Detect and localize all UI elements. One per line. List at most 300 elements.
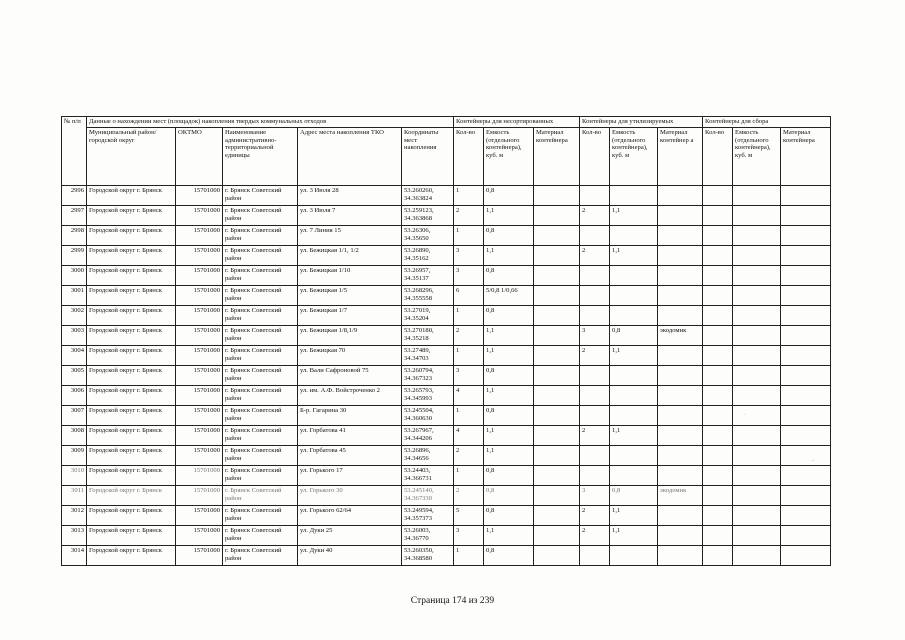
cell-recycle-capacity — [610, 386, 658, 406]
cell-recycle-material — [658, 346, 703, 366]
cell-recycle-material — [658, 186, 703, 206]
cell-coords: 53.265793, 34.345993 — [402, 386, 454, 406]
cell-address: ул. Дуки 25 — [298, 526, 402, 546]
cell-oktmo: 15701000 — [176, 226, 223, 246]
cell-recycle-capacity — [610, 286, 658, 306]
cell-admin-unit: г. Брянск Советский район — [223, 366, 298, 386]
cell-admin-unit: г. Брянск Советский район — [223, 346, 298, 366]
cell-recycle-capacity — [610, 266, 658, 286]
header-unsorted-material: Материал контейнера — [534, 128, 580, 186]
cell-coords: 53.26306, 34.35650 — [402, 226, 454, 246]
header-location-group: Данные о нахождении мест (площадок) накопления твердых коммунальных отходов — [87, 117, 454, 128]
cell-collect-material — [781, 446, 831, 466]
cell-recycle-capacity — [610, 466, 658, 486]
cell-recycle-material: экодомик — [658, 486, 703, 506]
cell-coords: 53.260350, 34.368580 — [402, 546, 454, 566]
cell-recycle-count: 2 — [580, 246, 610, 266]
table-body — [62, 186, 831, 566]
cell-municipality: Городской округ г. Брянск — [87, 446, 176, 466]
cell-num: 3000 — [62, 266, 87, 286]
cell-municipality: Городской округ г. Брянск — [87, 486, 176, 506]
cell-collect-count — [703, 426, 733, 446]
cell-oktmo: 15701000 — [176, 446, 223, 466]
cell-collect-material — [781, 426, 831, 446]
header-collect-material: Материал контейнера — [781, 128, 831, 186]
header-recycle-capacity: Емкость (отдельного контейнера), куб. м — [610, 128, 658, 186]
table-row — [62, 386, 831, 406]
cell-address: ул. 3 Июля 7 — [298, 206, 402, 226]
cell-collect-count — [703, 406, 733, 426]
cell-collect-capacity — [733, 506, 781, 526]
cell-unsorted-count: 2 — [454, 326, 484, 346]
cell-recycle-count: 3 — [580, 326, 610, 346]
cell-municipality: Городской округ г. Брянск — [87, 246, 176, 266]
cell-collect-material — [781, 486, 831, 506]
cell-collect-material — [781, 506, 831, 526]
cell-address: ул. Горького 30 — [298, 486, 402, 506]
cell-address: ул. Бежицкая 1/10 — [298, 266, 402, 286]
cell-unsorted-count: 1 — [454, 346, 484, 366]
cell-num: 3001 — [62, 286, 87, 306]
header-coords: Координаты мест накопления — [402, 128, 454, 186]
cell-recycle-capacity — [610, 226, 658, 246]
header-address: Адрес места накопления ТКО — [298, 128, 402, 186]
cell-recycle-capacity: 1,1 — [610, 506, 658, 526]
cell-unsorted-material — [534, 346, 580, 366]
cell-recycle-count — [580, 446, 610, 466]
cell-unsorted-capacity: 0,8 — [484, 486, 534, 506]
cell-unsorted-capacity: 1,1 — [484, 526, 534, 546]
cell-unsorted-material — [534, 286, 580, 306]
cell-oktmo: 15701000 — [176, 526, 223, 546]
cell-recycle-material — [658, 206, 703, 226]
table-row — [62, 186, 831, 206]
waste-sites-table — [61, 116, 831, 566]
cell-collect-material — [781, 266, 831, 286]
cell-municipality: Городской округ г. Брянск — [87, 326, 176, 346]
cell-num: 3013 — [62, 526, 87, 546]
cell-recycle-capacity: 0,8 — [610, 326, 658, 346]
cell-coords: 53.245504, 34.360630 — [402, 406, 454, 426]
cell-unsorted-capacity: 0,8 — [484, 266, 534, 286]
cell-oktmo: 15701000 — [176, 466, 223, 486]
cell-address: ул. им. А.Ф. Войстроченко 2 — [298, 386, 402, 406]
header-column-row — [62, 128, 831, 186]
cell-address: ул. 7 Линия 15 — [298, 226, 402, 246]
header-num: № п/п — [62, 117, 87, 186]
cell-coords: 53.27019, 34.35204 — [402, 306, 454, 326]
cell-unsorted-material — [534, 466, 580, 486]
cell-unsorted-material — [534, 446, 580, 466]
cell-municipality: Городской округ г. Брянск — [87, 286, 176, 306]
cell-collect-capacity — [733, 426, 781, 446]
cell-collect-material — [781, 546, 831, 566]
cell-coords: 53.26896, 34.34656 — [402, 446, 454, 466]
cell-collect-material — [781, 366, 831, 386]
cell-oktmo: 15701000 — [176, 386, 223, 406]
cell-num: 3009 — [62, 446, 87, 466]
cell-recycle-count — [580, 546, 610, 566]
cell-oktmo: 15701000 — [176, 246, 223, 266]
cell-unsorted-count: 1 — [454, 186, 484, 206]
cell-num: 3011 — [62, 486, 87, 506]
cell-admin-unit: г. Брянск Советский район — [223, 406, 298, 426]
cell-unsorted-capacity: 1,1 — [484, 246, 534, 266]
cell-unsorted-capacity: 0,8 — [484, 466, 534, 486]
cell-recycle-material — [658, 446, 703, 466]
cell-num: 2997 — [62, 206, 87, 226]
cell-address: ул. Горького 62/64 — [298, 506, 402, 526]
table-row — [62, 346, 831, 366]
cell-oktmo: 15701000 — [176, 326, 223, 346]
cell-recycle-material — [658, 226, 703, 246]
cell-unsorted-capacity: 0,8 — [484, 226, 534, 246]
cell-coords: 53.267967, 34.344206 — [402, 426, 454, 446]
cell-unsorted-count: 1 — [454, 306, 484, 326]
cell-collect-count — [703, 306, 733, 326]
cell-unsorted-count: 3 — [454, 246, 484, 266]
cell-unsorted-capacity: 1,1 — [484, 386, 534, 406]
header-recycle-group: Контейнеры для утилизируемых — [580, 117, 703, 128]
cell-unsorted-material — [534, 266, 580, 286]
cell-recycle-count: 2 — [580, 346, 610, 366]
cell-unsorted-capacity: 0,8 — [484, 306, 534, 326]
cell-unsorted-count: 4 — [454, 426, 484, 446]
cell-admin-unit: г. Брянск Советский район — [223, 466, 298, 486]
cell-admin-unit: г. Брянск Советский район — [223, 226, 298, 246]
cell-collect-count — [703, 346, 733, 366]
header-municipality: Муниципальный район/городской округ — [87, 128, 176, 186]
cell-address: ул. Бежицкая 1/7 — [298, 306, 402, 326]
cell-num: 3008 — [62, 426, 87, 446]
cell-num: 3012 — [62, 506, 87, 526]
cell-recycle-count — [580, 466, 610, 486]
cell-collect-count — [703, 506, 733, 526]
cell-coords: 53.24403, 34.366731 — [402, 466, 454, 486]
cell-municipality: Городской округ г. Брянск — [87, 386, 176, 406]
cell-num: 3003 — [62, 326, 87, 346]
cell-collect-capacity — [733, 186, 781, 206]
cell-collect-count — [703, 246, 733, 266]
scan-speck: · — [744, 412, 746, 418]
table-row — [62, 426, 831, 446]
header-recycle-count: Кол-во — [580, 128, 610, 186]
header-recycle-material: Материал контейнер а — [658, 128, 703, 186]
cell-collect-count — [703, 186, 733, 206]
table-row — [62, 546, 831, 566]
cell-collect-capacity — [733, 206, 781, 226]
cell-collect-material — [781, 406, 831, 426]
cell-unsorted-material — [534, 226, 580, 246]
cell-admin-unit: г. Брянск Советский район — [223, 286, 298, 306]
cell-admin-unit: г. Брянск Советский район — [223, 266, 298, 286]
cell-oktmo: 15701000 — [176, 286, 223, 306]
cell-admin-unit: г. Брянск Советский район — [223, 486, 298, 506]
cell-recycle-capacity: 1,1 — [610, 246, 658, 266]
cell-coords: 53.245140, 34.367330 — [402, 486, 454, 506]
cell-unsorted-count: 2 — [454, 206, 484, 226]
table-row — [62, 266, 831, 286]
cell-recycle-count: 2 — [580, 206, 610, 226]
cell-collect-count — [703, 206, 733, 226]
cell-num: 2999 — [62, 246, 87, 266]
cell-municipality: Городской округ г. Брянск — [87, 266, 176, 286]
cell-unsorted-capacity: 0,8 — [484, 546, 534, 566]
cell-recycle-material — [658, 366, 703, 386]
cell-recycle-capacity: 0,8 — [610, 486, 658, 506]
cell-recycle-capacity: 1,1 — [610, 526, 658, 546]
cell-oktmo: 15701000 — [176, 266, 223, 286]
cell-num: 3005 — [62, 366, 87, 386]
cell-address: Б-р. Гагарина 30 — [298, 406, 402, 426]
cell-recycle-capacity — [610, 306, 658, 326]
table-row — [62, 526, 831, 546]
table-row — [62, 206, 831, 226]
cell-num: 3007 — [62, 406, 87, 426]
cell-collect-capacity — [733, 326, 781, 346]
cell-municipality: Городской округ г. Брянск — [87, 206, 176, 226]
cell-coords: 53.260794, 34.367323 — [402, 366, 454, 386]
cell-recycle-count: 3 — [580, 486, 610, 506]
cell-collect-material — [781, 526, 831, 546]
cell-recycle-count — [580, 286, 610, 306]
cell-oktmo: 15701000 — [176, 206, 223, 226]
table-row — [62, 406, 831, 426]
cell-unsorted-count: 3 — [454, 266, 484, 286]
header-admin-unit: Наименование административно-территориальной единицы — [223, 128, 298, 186]
cell-recycle-count: 2 — [580, 426, 610, 446]
cell-unsorted-capacity: 0,8 — [484, 506, 534, 526]
cell-municipality: Городской округ г. Брянск — [87, 406, 176, 426]
cell-recycle-count — [580, 266, 610, 286]
cell-unsorted-material — [534, 206, 580, 226]
cell-unsorted-capacity: 1,1 — [484, 346, 534, 366]
table-row — [62, 306, 831, 326]
cell-recycle-material — [658, 406, 703, 426]
cell-address: ул. Бежицкая 70 — [298, 346, 402, 366]
cell-admin-unit: г. Брянск Советский район — [223, 206, 298, 226]
cell-municipality: Городской округ г. Брянск — [87, 546, 176, 566]
cell-address: ул. 3 Июля 28 — [298, 186, 402, 206]
cell-recycle-material — [658, 426, 703, 446]
cell-address: ул. Дуки 40 — [298, 546, 402, 566]
cell-admin-unit: г. Брянск Советский район — [223, 246, 298, 266]
cell-collect-count — [703, 326, 733, 346]
cell-collect-count — [703, 226, 733, 246]
cell-collect-count — [703, 526, 733, 546]
cell-coords: 53.270180, 34.35218 — [402, 326, 454, 346]
cell-collect-capacity — [733, 406, 781, 426]
cell-municipality: Городской округ г. Брянск — [87, 346, 176, 366]
cell-recycle-count — [580, 186, 610, 206]
cell-admin-unit: г. Брянск Советский район — [223, 186, 298, 206]
cell-unsorted-material — [534, 246, 580, 266]
cell-municipality: Городской округ г. Брянск — [87, 306, 176, 326]
cell-admin-unit: г. Брянск Советский район — [223, 386, 298, 406]
cell-collect-material — [781, 306, 831, 326]
cell-municipality: Городской округ г. Брянск — [87, 426, 176, 446]
page-number: Страница 174 из 239 — [410, 596, 495, 606]
cell-unsorted-count: 4 — [454, 386, 484, 406]
cell-oktmo: 15701000 — [176, 306, 223, 326]
table-row — [62, 506, 831, 526]
cell-num: 3004 — [62, 346, 87, 366]
cell-admin-unit: г. Брянск Советский район — [223, 526, 298, 546]
cell-collect-count — [703, 546, 733, 566]
cell-collect-count — [703, 446, 733, 466]
cell-admin-unit: г. Брянск Советский район — [223, 546, 298, 566]
cell-collect-capacity — [733, 386, 781, 406]
cell-unsorted-material — [534, 186, 580, 206]
cell-collect-capacity — [733, 346, 781, 366]
cell-oktmo: 15701000 — [176, 506, 223, 526]
cell-municipality: Городской округ г. Брянск — [87, 226, 176, 246]
cell-recycle-count — [580, 306, 610, 326]
cell-recycle-material — [658, 286, 703, 306]
cell-oktmo: 15701000 — [176, 546, 223, 566]
cell-recycle-count — [580, 386, 610, 406]
cell-recycle-count: 2 — [580, 526, 610, 546]
table-row — [62, 326, 831, 346]
cell-collect-capacity — [733, 466, 781, 486]
cell-collect-count — [703, 386, 733, 406]
table-row — [62, 466, 831, 486]
cell-coords: 53.26890, 34.35162 — [402, 246, 454, 266]
cell-unsorted-capacity: 0,8 — [484, 406, 534, 426]
cell-collect-material — [781, 226, 831, 246]
cell-collect-capacity — [733, 446, 781, 466]
cell-collect-material — [781, 326, 831, 346]
cell-unsorted-count: 1 — [454, 546, 484, 566]
header-unsorted-group: Контейнеры для несортированных — [454, 117, 580, 128]
cell-collect-material — [781, 386, 831, 406]
cell-num: 3014 — [62, 546, 87, 566]
cell-unsorted-capacity: 1,1 — [484, 326, 534, 346]
cell-municipality: Городской округ г. Брянск — [87, 506, 176, 526]
cell-address: ул. Бежицкая 1/5 — [298, 286, 402, 306]
cell-unsorted-count: 6 — [454, 286, 484, 306]
cell-collect-capacity — [733, 546, 781, 566]
cell-collect-count — [703, 466, 733, 486]
cell-recycle-material — [658, 386, 703, 406]
cell-unsorted-count: 3 — [454, 366, 484, 386]
header-collect-group: Контейнеры для сбора — [703, 117, 831, 128]
table-row — [62, 486, 831, 506]
cell-unsorted-count: 1 — [454, 226, 484, 246]
cell-address: ул. Горького 17 — [298, 466, 402, 486]
cell-num: 2998 — [62, 226, 87, 246]
cell-unsorted-count: 3 — [454, 526, 484, 546]
cell-collect-count — [703, 286, 733, 306]
cell-unsorted-count: 1 — [454, 406, 484, 426]
cell-unsorted-count: 1 — [454, 466, 484, 486]
cell-collect-capacity — [733, 266, 781, 286]
cell-collect-capacity — [733, 486, 781, 506]
cell-municipality: Городской округ г. Брянск — [87, 466, 176, 486]
cell-address: ул. Бежицкая 1/1, 1/2 — [298, 246, 402, 266]
cell-recycle-count — [580, 366, 610, 386]
cell-recycle-capacity: 1,1 — [610, 346, 658, 366]
cell-recycle-material — [658, 466, 703, 486]
cell-num: 3006 — [62, 386, 87, 406]
cell-recycle-capacity — [610, 546, 658, 566]
table-row — [62, 286, 831, 306]
cell-oktmo: 15701000 — [176, 486, 223, 506]
header-unsorted-count: Кол-во — [454, 128, 484, 186]
table-row — [62, 226, 831, 246]
cell-unsorted-material — [534, 506, 580, 526]
cell-coords: 53.26003, 34.36770 — [402, 526, 454, 546]
cell-admin-unit: г. Брянск Советский район — [223, 426, 298, 446]
cell-oktmo: 15701000 — [176, 366, 223, 386]
cell-recycle-capacity — [610, 446, 658, 466]
cell-admin-unit: г. Брянск Советский район — [223, 326, 298, 346]
cell-unsorted-capacity: 0,8 — [484, 366, 534, 386]
header-oktmo: ОКТМО — [176, 128, 223, 186]
cell-recycle-material — [658, 546, 703, 566]
cell-oktmo: 15701000 — [176, 406, 223, 426]
cell-address: ул. Вали Сафроновой 75 — [298, 366, 402, 386]
cell-collect-count — [703, 266, 733, 286]
scan-speck: ‑ — [812, 458, 814, 464]
cell-num: 3010 — [62, 466, 87, 486]
cell-collect-capacity — [733, 526, 781, 546]
cell-unsorted-material — [534, 326, 580, 346]
cell-municipality: Городской округ г. Брянск — [87, 366, 176, 386]
cell-collect-capacity — [733, 286, 781, 306]
cell-coords: 53.27489, 34.34703 — [402, 346, 454, 366]
cell-num: 2996 — [62, 186, 87, 206]
table-row — [62, 246, 831, 266]
table-row — [62, 446, 831, 466]
cell-recycle-capacity — [610, 366, 658, 386]
cell-unsorted-material — [534, 526, 580, 546]
cell-collect-capacity — [733, 306, 781, 326]
cell-coords: 53.260260, 34.363824 — [402, 186, 454, 206]
cell-address: ул. Горбатова 41 — [298, 426, 402, 446]
cell-unsorted-material — [534, 386, 580, 406]
cell-unsorted-count: 2 — [454, 486, 484, 506]
cell-recycle-capacity — [610, 186, 658, 206]
cell-recycle-material — [658, 266, 703, 286]
cell-recycle-count: 2 — [580, 506, 610, 526]
cell-collect-material — [781, 186, 831, 206]
cell-collect-capacity — [733, 246, 781, 266]
cell-recycle-material — [658, 246, 703, 266]
cell-unsorted-capacity: 0,8 — [484, 186, 534, 206]
cell-oktmo: 15701000 — [176, 346, 223, 366]
cell-unsorted-capacity: 1,1 — [484, 426, 534, 446]
cell-recycle-count — [580, 406, 610, 426]
cell-coords: 53.249594, 34.357373 — [402, 506, 454, 526]
cell-unsorted-material — [534, 426, 580, 446]
cell-recycle-capacity — [610, 406, 658, 426]
cell-admin-unit: г. Брянск Советский район — [223, 446, 298, 466]
cell-collect-material — [781, 466, 831, 486]
cell-recycle-material — [658, 526, 703, 546]
cell-recycle-material — [658, 506, 703, 526]
cell-municipality: Городской округ г. Брянск — [87, 186, 176, 206]
cell-recycle-capacity: 1,1 — [610, 206, 658, 226]
cell-recycle-count — [580, 226, 610, 246]
cell-collect-material — [781, 286, 831, 306]
cell-coords: 53.26957, 34.35137 — [402, 266, 454, 286]
cell-admin-unit: г. Брянск Советский район — [223, 306, 298, 326]
cell-oktmo: 15701000 — [176, 426, 223, 446]
cell-collect-capacity — [733, 226, 781, 246]
table-row — [62, 366, 831, 386]
cell-unsorted-capacity: 1,1 — [484, 206, 534, 226]
